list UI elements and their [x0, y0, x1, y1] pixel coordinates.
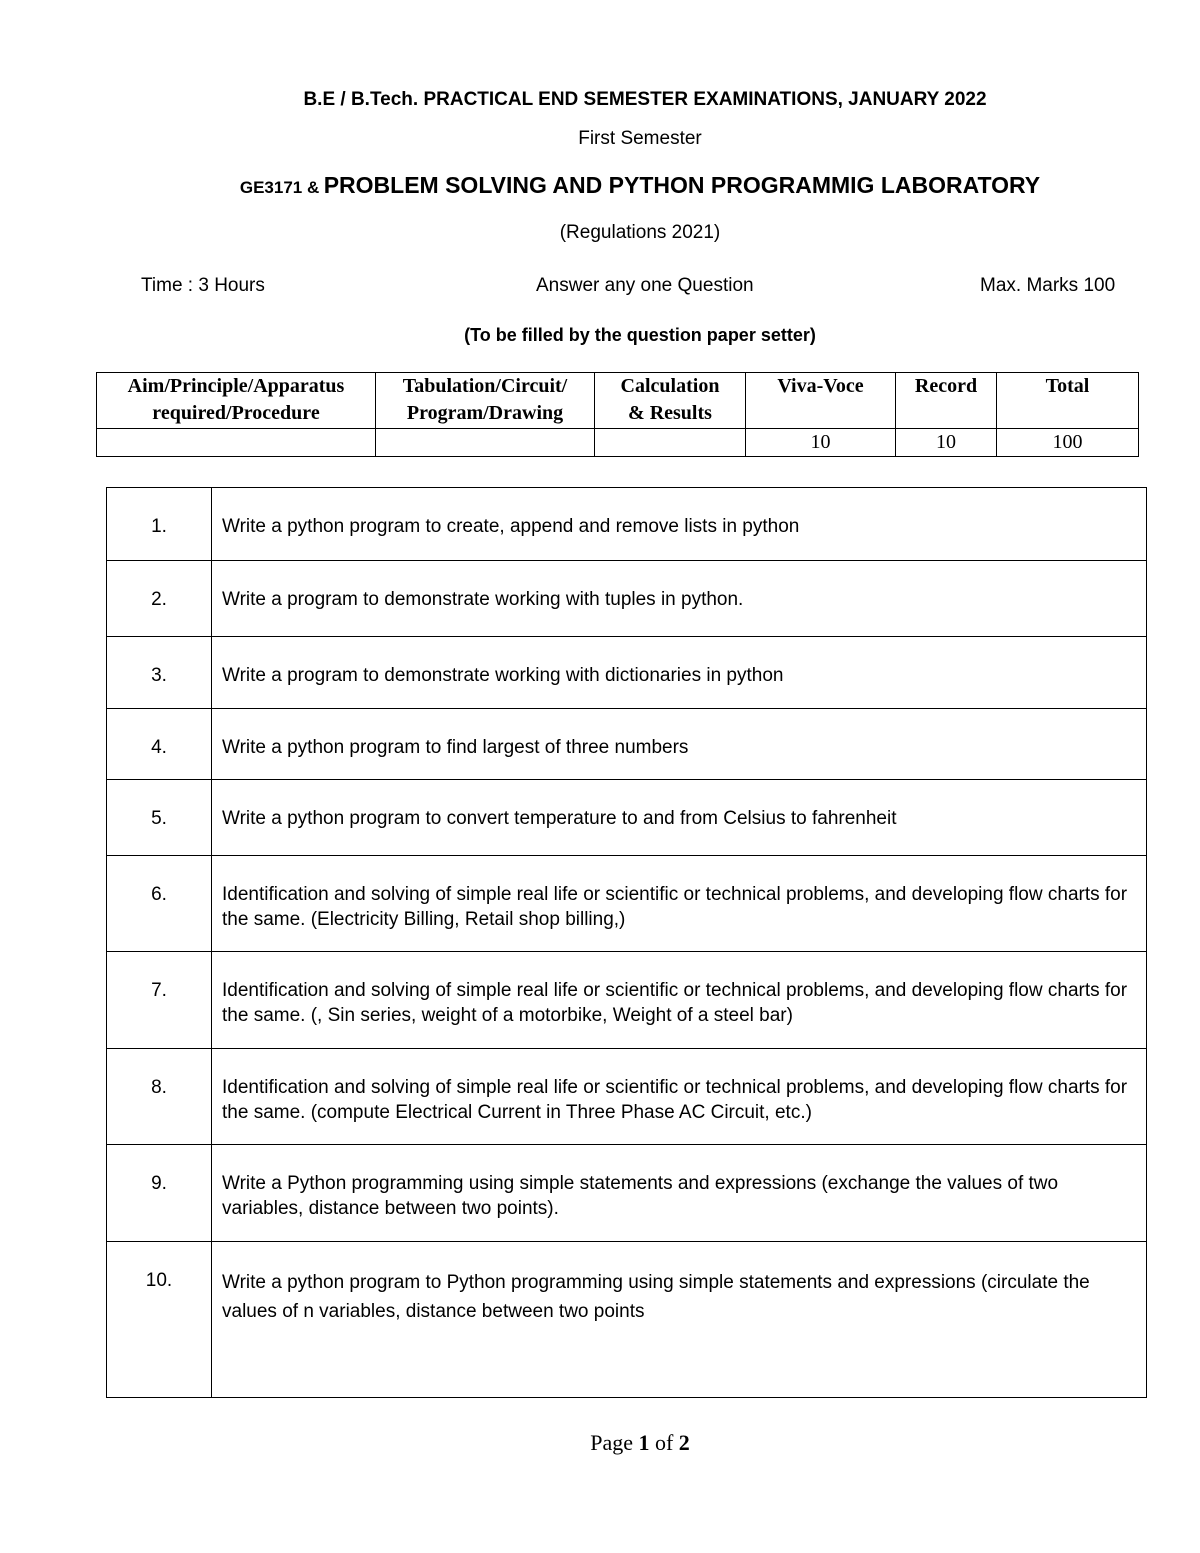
question-row	[107, 561, 1147, 637]
marks-header-cell: Aim/Principle/Apparatus required/Procedure	[97, 373, 376, 429]
question-number: 10.	[107, 1242, 212, 1398]
marks-header-cell: Record	[896, 373, 997, 429]
question-text: Identification and solving of simple real life or scientific or technical problems, and developing flow charts for the same. (compute Electrical Current in Three Phase AC Circuit, etc.)	[212, 1049, 1147, 1145]
question-text: Write a program to demonstrate working with tuples in python.	[212, 561, 1147, 637]
marks-header-cell: Calculation & Results	[595, 373, 746, 429]
question-number: 6.	[107, 856, 212, 952]
question-row	[107, 709, 1147, 780]
page-total: 2	[678, 1430, 690, 1455]
question-number: 8.	[107, 1049, 212, 1145]
question-text: Write a Python programming using simple statements and expressions (exchange the values of two variables, distance between two points).	[212, 1145, 1147, 1242]
marks-header-cell: Tabulation/Circuit/ Program/Drawing	[376, 373, 595, 429]
question-text: Write a program to demonstrate working with dictionaries in python	[212, 637, 1147, 709]
marks-table	[96, 372, 1139, 457]
course-code: GE3171 &	[239, 178, 320, 197]
marks-value-cell: 10	[746, 429, 896, 457]
question-text: Identification and solving of simple real life or scientific or technical problems, and developing flow charts for the same. (, Sin series, weight of a motorbike, Weight of a steel bar)	[212, 952, 1147, 1049]
exam-instruction: Answer any one Question	[536, 275, 754, 296]
page-label: Page	[590, 1430, 633, 1455]
question-text: Write a python program to create, append and remove lists in python	[212, 488, 1147, 561]
question-number: 5.	[107, 780, 212, 856]
questions-table	[106, 487, 1147, 1398]
question-text: Write a python program to Python programming using simple statements and expressions (circulate the values of n variables, distance between two points	[212, 1242, 1147, 1398]
question-text: Write a python program to find largest of three numbers	[212, 709, 1147, 780]
regulations-label: (Regulations 2021)	[559, 222, 721, 243]
question-row	[107, 1145, 1147, 1242]
question-text: Write a python program to convert temperature to and from Celsius to fahrenheit	[212, 780, 1147, 856]
question-row	[107, 1242, 1147, 1398]
marks-value-cell: 100	[997, 429, 1139, 457]
marks-value-cell	[376, 429, 595, 457]
marks-value-cell	[595, 429, 746, 457]
marks-header-row	[97, 373, 1139, 429]
question-row	[107, 952, 1147, 1049]
question-number: 9.	[107, 1145, 212, 1242]
question-row	[107, 780, 1147, 856]
exam-title: B.E / B.Tech. PRACTICAL END SEMESTER EXAMINATIONS, JANUARY 2022	[303, 89, 987, 110]
question-number: 4.	[107, 709, 212, 780]
exam-time: Time : 3 Hours	[141, 275, 265, 296]
question-number: 3.	[107, 637, 212, 709]
question-row	[107, 1049, 1147, 1145]
marks-value-row	[97, 429, 1139, 457]
semester-label: First Semester	[578, 128, 702, 149]
marks-value-cell	[97, 429, 376, 457]
marks-value-cell: 10	[896, 429, 997, 457]
max-marks: Max. Marks 100	[980, 275, 1116, 296]
marks-header-cell: Total	[997, 373, 1139, 429]
course-title	[40, 172, 1200, 199]
setter-note: (To be filled by the question paper setter)	[464, 325, 816, 345]
page-current: 1	[638, 1430, 650, 1455]
marks-header-cell: Viva-Voce	[746, 373, 896, 429]
question-row	[107, 488, 1147, 561]
question-text: Identification and solving of simple real life or scientific or technical problems, and developing flow charts for the same. (Electricity Billing, Retail shop billing,)	[212, 856, 1147, 952]
course-name: PROBLEM SOLVING AND PYTHON PROGRAMMIG LABORATORY	[323, 172, 1041, 198]
question-row	[107, 856, 1147, 952]
question-number: 2.	[107, 561, 212, 637]
question-number: 1.	[107, 488, 212, 561]
question-row	[107, 637, 1147, 709]
page-of: of	[654, 1430, 674, 1455]
question-number: 7.	[107, 952, 212, 1049]
page-footer	[40, 1430, 1200, 1456]
